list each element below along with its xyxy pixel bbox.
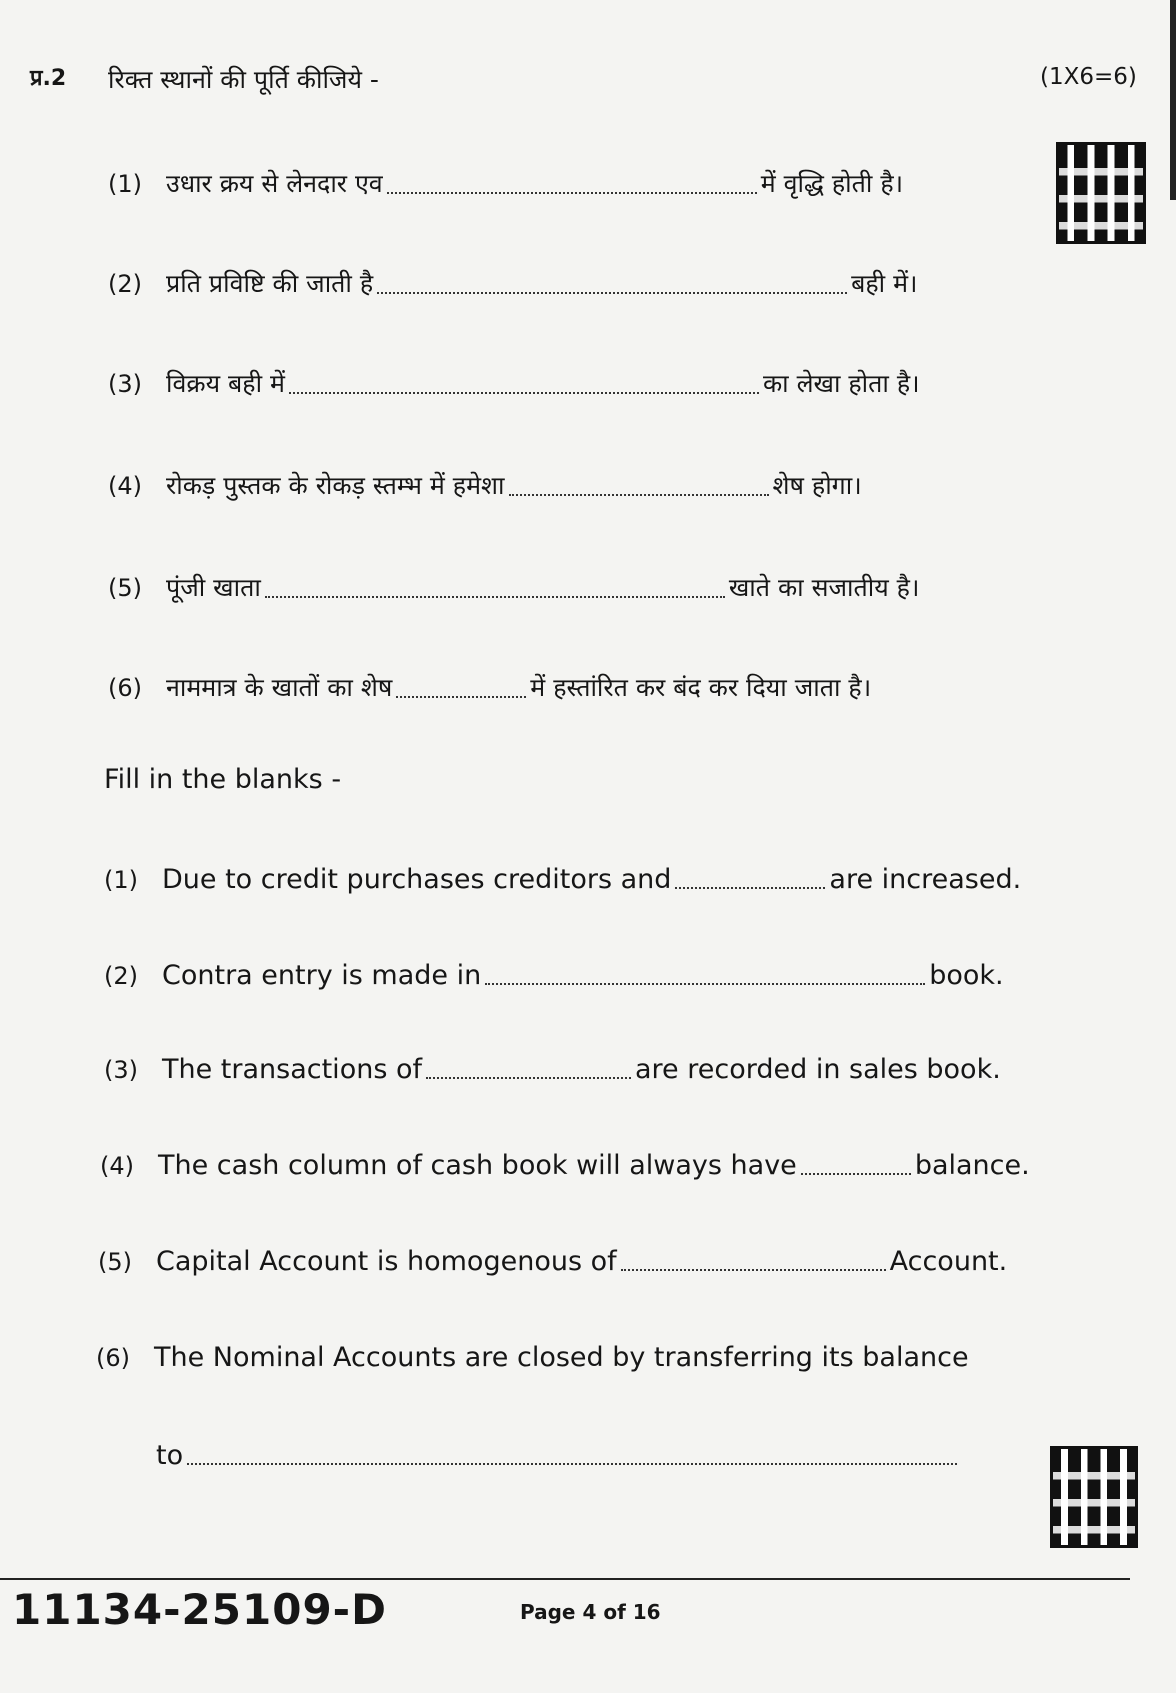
item-text-after: are recorded in sales book.: [635, 1054, 1001, 1085]
item-number: (1): [104, 866, 138, 894]
hindi-item-3: [108, 366, 920, 400]
blank-line: [801, 1172, 911, 1175]
item-number: (3): [104, 1056, 138, 1084]
blank-line: [265, 595, 725, 598]
qr-code-top: [1056, 142, 1146, 244]
item-number: (2): [104, 962, 138, 990]
english-item-6: [96, 1342, 969, 1373]
english-item-5: [98, 1246, 1007, 1277]
blank-line: [426, 1076, 631, 1079]
hindi-item-2: [108, 266, 918, 300]
paper-code: 11134-25109-D: [12, 1585, 387, 1634]
hindi-item-6: [108, 670, 871, 704]
item-text-before: The cash column of cash book will always have: [158, 1150, 797, 1181]
blank-line: [387, 191, 757, 194]
item-number: (6): [108, 674, 142, 702]
item-text-after: book.: [929, 960, 1004, 991]
item-text-after: Account.: [889, 1246, 1008, 1277]
page-edge: [1170, 0, 1176, 200]
item-text-after: में वृद्धि होती है।: [760, 169, 904, 198]
item-text-before: Contra entry is made in: [162, 960, 482, 991]
item-number: (6): [96, 1344, 130, 1372]
item-text-before: नाममात्र के खातों का शेष: [166, 673, 393, 702]
question-number: प्र.2: [30, 66, 67, 91]
item-text-to: to: [156, 1440, 184, 1471]
question-title-hindi: रिक्त स्थानों की पूर्ति कीजिये -: [108, 65, 379, 94]
english-item-6-continuation: [156, 1440, 961, 1471]
blank-line: [509, 493, 769, 496]
blank-line: [377, 291, 847, 294]
qr-code-bottom: [1050, 1446, 1138, 1548]
item-text-after: बही में।: [851, 269, 918, 298]
blank-line: [396, 695, 526, 698]
item-text-before: रोकड़ पुस्तक के रोकड़ स्तम्भ में हमेशा: [166, 471, 505, 500]
item-number: (3): [108, 370, 142, 398]
item-text-before: विक्रय बही में: [166, 369, 285, 398]
blank-line: [675, 886, 825, 889]
english-item-4: [100, 1150, 1030, 1181]
item-text-after: का लेखा होता है।: [762, 369, 920, 398]
item-text-before: उधार क्रय से लेनदार एव: [166, 169, 383, 198]
item-number: (5): [108, 574, 142, 602]
blank-line: [289, 391, 759, 394]
item-text-after: शेष होगा।: [772, 471, 862, 500]
hindi-item-5: [108, 570, 919, 604]
item-number: (4): [100, 1152, 134, 1180]
english-heading: Fill in the blanks -: [104, 764, 342, 795]
item-text-after: में हस्तांरित कर बंद कर दिया जाता है।: [530, 673, 872, 702]
item-text-before: Capital Account is homogenous of: [156, 1246, 617, 1277]
blank-line: [485, 982, 925, 985]
item-text-before: Due to credit purchases creditors and: [162, 864, 672, 895]
english-item-1: [104, 864, 1021, 895]
blank-line: [621, 1268, 886, 1271]
hindi-item-1: [108, 166, 903, 200]
item-text-before: The transactions of: [162, 1054, 422, 1085]
english-item-3: [104, 1054, 1001, 1085]
question-marks: (1X6=6): [1040, 64, 1137, 90]
item-text-before: प्रति प्रविष्टि की जाती है: [166, 269, 374, 298]
item-number: (5): [98, 1248, 132, 1276]
hindi-item-4: [108, 468, 862, 502]
blank-line: [187, 1462, 957, 1465]
item-number: (4): [108, 472, 142, 500]
item-text-after: are increased.: [829, 864, 1022, 895]
item-text-before: पूंजी खाता: [166, 573, 261, 602]
english-item-2: [104, 960, 1004, 991]
item-text-before: The Nominal Accounts are closed by transferring its balance: [154, 1342, 969, 1373]
item-text-after: balance.: [914, 1150, 1030, 1181]
footer-divider: [0, 1578, 1130, 1580]
item-text-after: खाते का सजातीय है।: [728, 573, 920, 602]
page-number: Page 4 of 16: [520, 1600, 661, 1624]
item-number: (2): [108, 270, 142, 298]
item-number: (1): [108, 170, 142, 198]
